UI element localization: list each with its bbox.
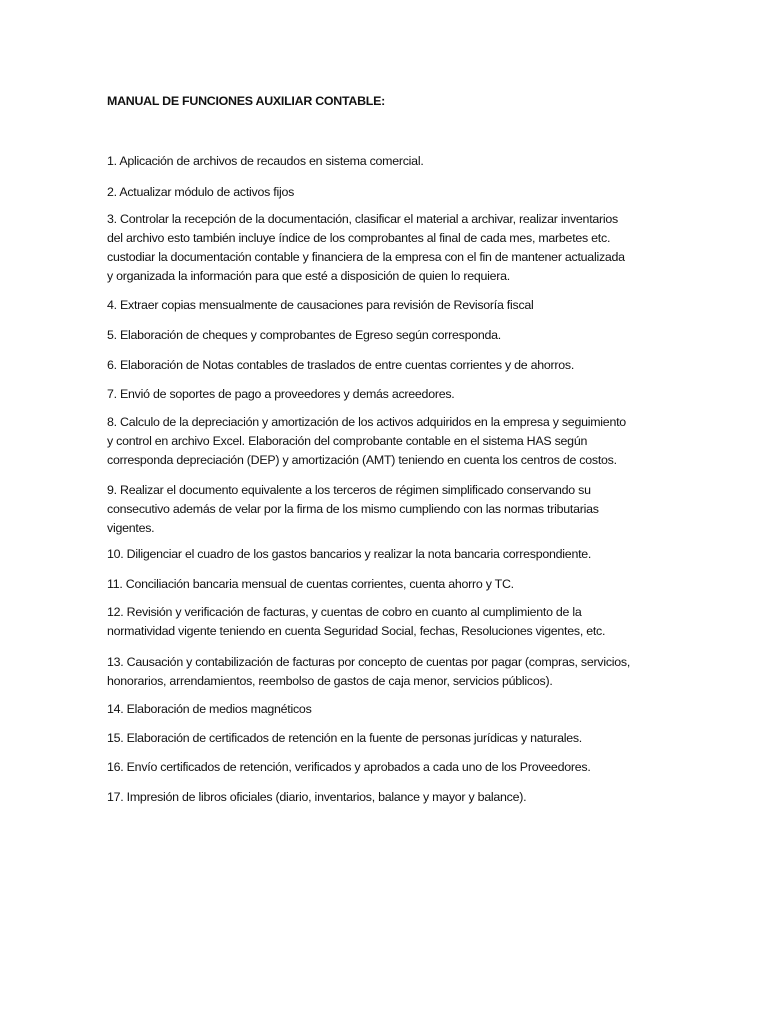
function-item xyxy=(107,603,605,641)
function-item xyxy=(107,210,625,286)
function-item xyxy=(107,575,514,594)
function-item-line: 14. Elaboración de medios magnéticos xyxy=(107,702,312,716)
function-item-line: y organizada la información para que esté a disposición de quien lo requiera. xyxy=(107,269,510,283)
function-item xyxy=(107,152,424,171)
function-item-line: 11. Conciliación bancaria mensual de cuentas corrientes, cuenta ahorro y TC. xyxy=(107,577,514,591)
function-item-line: 8. Calculo de la depreciación y amortización de los activos adquiridos en la empresa y seguimiento xyxy=(107,415,626,429)
function-item xyxy=(107,700,312,719)
function-item-line: custodiar la documentación contable y financiera de la empresa con el fin de mantener actualizada xyxy=(107,250,625,264)
function-item-line: corresponda depreciación (DEP) y amortización (AMT) teniendo en cuenta los centros de costos. xyxy=(107,453,617,467)
function-item-line: vigentes. xyxy=(107,521,155,535)
function-item xyxy=(107,356,574,375)
function-item-line: 10. Diligenciar el cuadro de los gastos bancarios y realizar la nota bancaria correspondiente. xyxy=(107,547,592,561)
function-item-line: honorarios, arrendamientos, reembolso de gastos de caja menor, servicios públicos). xyxy=(107,674,553,688)
function-item-line: 13. Causación y contabilización de facturas por concepto de cuentas por pagar (compras, servicios, xyxy=(107,655,631,669)
function-item-line: 1. Aplicación de archivos de recaudos en sistema comercial. xyxy=(107,154,424,168)
function-item xyxy=(107,545,591,564)
function-item-line: 9. Realizar el documento equivalente a los terceros de régimen simplificado conservando su xyxy=(107,483,591,497)
function-item xyxy=(107,729,582,748)
function-item xyxy=(107,326,501,345)
function-item-line: 6. Elaboración de Notas contables de traslados de entre cuentas corrientes y de ahorros. xyxy=(107,358,575,372)
function-item-line: normatividad vigente teniendo en cuenta Seguridad Social, fechas, Resoluciones vigentes, etc. xyxy=(107,624,606,638)
function-item xyxy=(107,385,455,404)
function-item-line: 7. Envió de soportes de pago a proveedores y demás acreedores. xyxy=(107,387,455,401)
function-item-line: consecutivo además de velar por la firma de los mismo cumpliendo con las normas tributarias xyxy=(107,502,599,516)
function-item-line: 2. Actualizar módulo de activos fijos xyxy=(107,185,295,199)
function-item-line: del archivo esto también incluye índice de los comprobantes al final de cada mes, marbetes etc. xyxy=(107,231,611,245)
function-item xyxy=(107,413,626,470)
function-item xyxy=(107,296,534,315)
function-item xyxy=(107,788,526,807)
function-item-line: 17. Impresión de libros oficiales (diario, inventarios, balance y mayor y balance). xyxy=(107,790,527,804)
function-item xyxy=(107,481,599,538)
document-title: MANUAL DE FUNCIONES AUXILIAR CONTABLE: xyxy=(107,94,386,108)
function-item xyxy=(107,653,630,691)
function-item xyxy=(107,758,591,777)
function-item-line: 5. Elaboración de cheques y comprobantes de Egreso según corresponda. xyxy=(107,328,501,342)
function-item-line: 4. Extraer copias mensualmente de causaciones para revisión de Revisoría fiscal xyxy=(107,298,534,312)
function-item-line: 12. Revisión y verificación de facturas, y cuentas de cobro en cuanto al cumplimiento de la xyxy=(107,605,582,619)
function-item-line: 15. Elaboración de certificados de retención en la fuente de personas jurídicas y naturales. xyxy=(107,731,582,745)
function-item-line: 3. Controlar la recepción de la documentación, clasificar el material a archivar, realizar inventarios xyxy=(107,212,618,226)
function-item-line: 16. Envío certificados de retención, verificados y aprobados a cada uno de los Proveedores. xyxy=(107,760,591,774)
function-item xyxy=(107,183,294,202)
function-item-line: y control en archivo Excel. Elaboración del comprobante contable en el sistema HAS según xyxy=(107,434,588,448)
